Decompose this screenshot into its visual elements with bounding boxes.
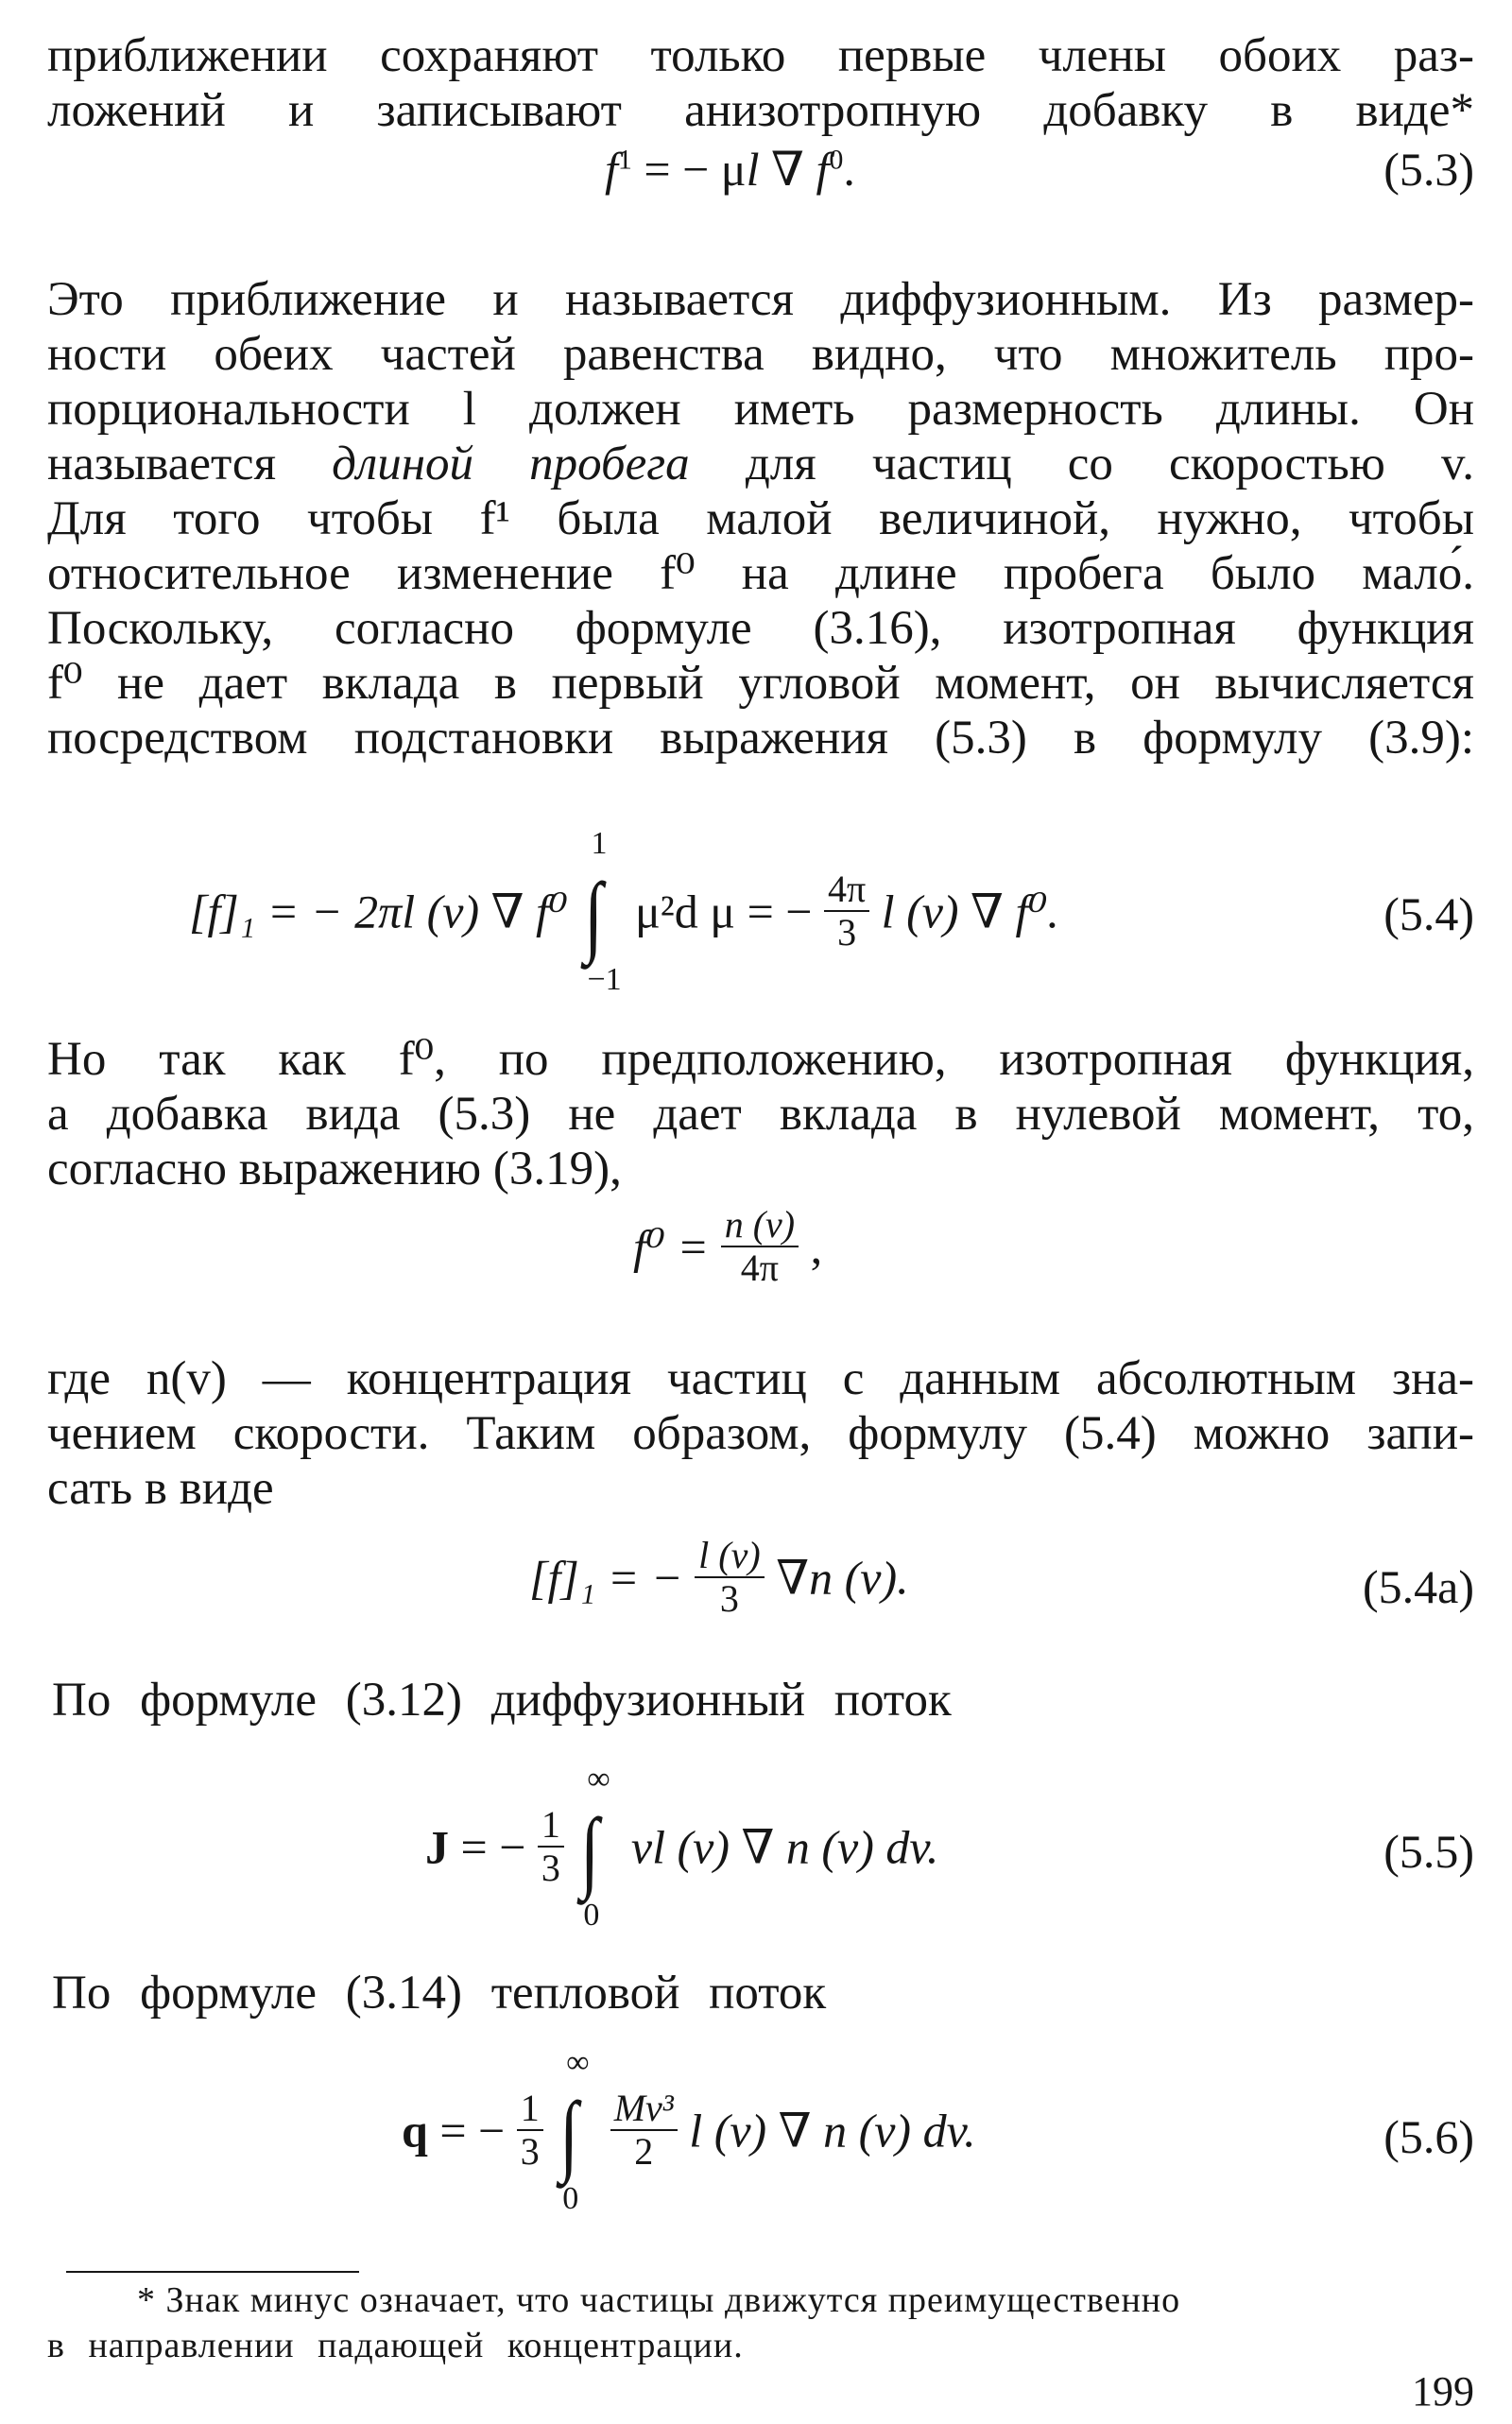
- eq-text: ∇: [759, 143, 816, 196]
- equation-5-4a: [47, 1534, 1474, 1644]
- denominator: 4π: [721, 1246, 799, 1289]
- eq-text: l (v) ∇ n (v) dv.: [677, 2104, 976, 2158]
- equation-number: (5.6): [1383, 2110, 1474, 2163]
- denominator: 3: [695, 1576, 765, 1620]
- equation-number: (5.4): [1383, 887, 1474, 940]
- text-line: называется длиной пробега для частиц со скоростью v.: [47, 438, 1474, 490]
- book-page: [47, 28, 1474, 2415]
- equation-5-6: [47, 2045, 1474, 2221]
- denominator: 3: [517, 2129, 543, 2173]
- text-line: где n(v) — концентрация частиц с данным абсолютным зна-: [47, 1352, 1474, 1405]
- text-line: ложений и записывают анизотропную добавку в виде*: [47, 84, 1474, 137]
- fraction: [695, 1535, 765, 1620]
- fraction: [538, 1804, 564, 1889]
- eq-lhs: [f]₁ = − 2π: [189, 885, 403, 938]
- numerator: n (v): [724, 1203, 796, 1246]
- diffusion-paragraph: [47, 272, 1474, 765]
- text-line: Но так как f⁰, по предположению, изотропная функция,: [47, 1033, 1474, 1086]
- equation-number: (5.4a): [1363, 1560, 1474, 1613]
- fraction: [721, 1204, 799, 1289]
- text-line: относительное изменение f⁰ на длине пробега было мало́.: [47, 547, 1474, 600]
- eq-symbol: l: [746, 143, 760, 196]
- denominator: 3: [538, 1846, 564, 1889]
- eq-text: = −: [427, 2104, 517, 2158]
- integral-sign: ∫ 1 −1: [584, 826, 622, 997]
- numerator: l (v): [698, 1534, 761, 1576]
- eq-lhs: q: [402, 2104, 428, 2158]
- eq-lhs: J: [425, 1820, 449, 1874]
- fraction: [517, 2088, 543, 2173]
- equation-number: (5.3): [1383, 143, 1474, 196]
- eq-text: μ²d μ = −: [634, 885, 813, 938]
- isotropic-paragraph: [47, 1032, 1474, 1196]
- equation-5-5: [47, 1762, 1474, 1933]
- numerator: 1: [541, 1803, 560, 1846]
- integral-lower-limit: 0: [562, 2181, 579, 2216]
- text-line: чением скорости. Таким образом, формулу (5.4) можно запи-: [47, 1407, 1474, 1460]
- text-line: а добавка вида (5.3) не дает вклада в нулевой момент, то,: [47, 1088, 1474, 1141]
- eq-lhs: [f]₁ = −: [529, 1551, 696, 1605]
- eq-text: ∇n (v).: [764, 1551, 909, 1605]
- integral-lower-limit: 0: [583, 1898, 600, 1933]
- integral-upper-limit: 1: [591, 826, 608, 861]
- text-line: ности обеих частей равенства видно, что множитель про-: [47, 328, 1474, 381]
- text-line: сать в виде: [47, 1462, 274, 1515]
- numerator: Mv³: [613, 2087, 674, 2129]
- text-line: Это приближение и называется диффузионным. Из размер-: [47, 273, 1474, 326]
- equation-5-4: [47, 826, 1474, 997]
- eq-superscript: 0: [829, 144, 844, 176]
- footnote-line: в направлении падающей концентрации.: [47, 2326, 744, 2365]
- text-line: f⁰ не дает вклада в первый угловой момент, он вычисляется: [47, 657, 1474, 710]
- eq-symbol: f: [816, 143, 830, 196]
- denominator: 2: [610, 2129, 678, 2173]
- text-line: По формуле (3.12) диффузионный поток: [52, 1674, 952, 1727]
- equation-number: (5.5): [1383, 1825, 1474, 1878]
- numerator: 1: [520, 2087, 540, 2129]
- equation-5-3: [47, 142, 1474, 255]
- fraction: [824, 868, 869, 954]
- text-line: порциональности l должен иметь размерность длины. Он: [47, 383, 1474, 436]
- fraction: [610, 2088, 678, 2173]
- numerator: 4π: [827, 868, 867, 910]
- concentration-paragraph: [47, 1351, 1474, 1516]
- flux-heading: [52, 1673, 1479, 1728]
- integral-upper-limit: ∞: [587, 1762, 610, 1797]
- text-line: По формуле (3.14) тепловой поток: [52, 1967, 827, 2020]
- footnote-line: * Знак минус означает, что частицы движутся преимущественно: [137, 2280, 1181, 2320]
- integral-upper-limit: ∞: [566, 2045, 590, 2080]
- page-number: 199: [1412, 2368, 1474, 2415]
- emphasized-term: длиной пробега: [332, 438, 690, 490]
- footnote-rule: [66, 2271, 359, 2273]
- text-line: Поскольку, согласно формуле (3.16), изотропная функция: [47, 602, 1474, 655]
- integral-sign: ∫ ∞ 0: [559, 2045, 590, 2216]
- eq-superscript: 1: [617, 144, 632, 176]
- heat-flux-heading: [52, 1966, 1479, 2020]
- eq-text: = −: [449, 1820, 538, 1874]
- eq-lhs: f⁰ =: [633, 1220, 721, 1274]
- eq-text: l (v) ∇ f⁰: [402, 885, 568, 938]
- intro-paragraph: [47, 28, 1474, 138]
- footnote: [47, 2278, 1474, 2368]
- eq-text: l (v) ∇ f⁰.: [869, 885, 1059, 938]
- integral-lower-limit: −1: [587, 962, 622, 997]
- text-line: согласно выражению (3.19),: [47, 1143, 622, 1195]
- text-line: Для того чтобы f¹ была малой величиной, нужно, чтобы: [47, 492, 1474, 545]
- denominator: 3: [824, 910, 869, 954]
- eq-text: ,: [799, 1220, 823, 1274]
- equation-f0: [47, 1203, 1474, 1314]
- integral-sign: ∫ ∞ 0: [580, 1762, 610, 1933]
- text-line: посредством подстановки выражения (5.3) в формулу (3.9):: [47, 712, 1474, 765]
- eq-text: = − μ: [631, 143, 747, 196]
- eq-text: .: [843, 143, 855, 196]
- eq-text: vl (v) ∇ n (v) dv.: [630, 1820, 939, 1874]
- text-line: приближении сохраняют только первые члены обоих раз-: [47, 29, 1474, 82]
- eq-symbol: f: [605, 143, 618, 196]
